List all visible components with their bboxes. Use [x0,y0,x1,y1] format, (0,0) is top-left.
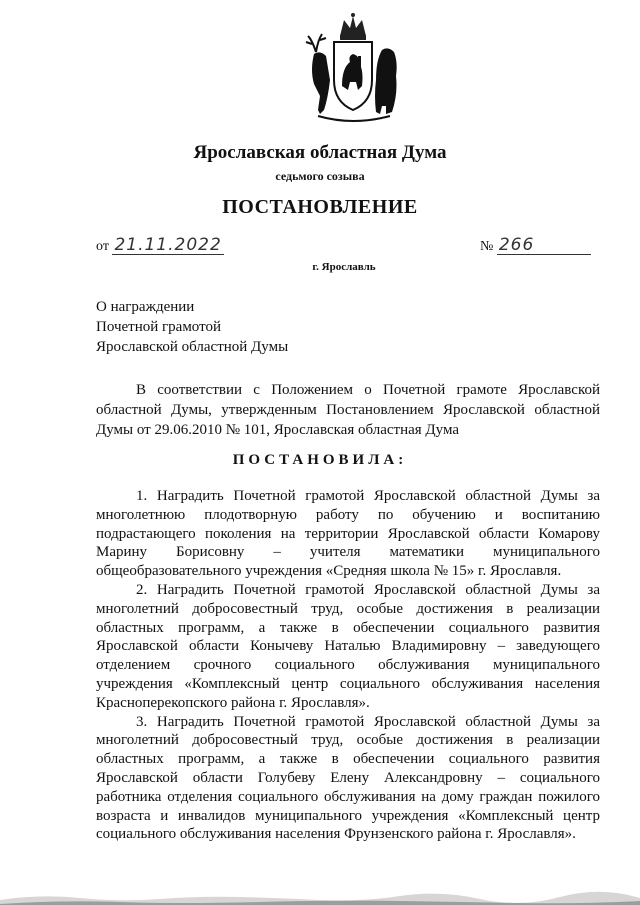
convocation-subtitle: седьмого созыва [275,169,365,183]
city-name: г. Ярославль [312,261,376,273]
scan-edge-noise [0,880,640,905]
preamble-paragraph: В соответствии с Положением о Почетной грамоте Ярославской областной Думы, утвержденным Постановлением Ярославской областной Думы от 29.06.2010 № 101, Ярославская областная Дума [96,382,600,438]
document-type-title: ПОСТАНОВЛЕНИЕ [222,196,418,218]
number-value: 266 [497,236,591,255]
date-field [96,236,224,255]
subject-line: О награждении [96,299,195,315]
decree-item-3: 3. Наградить Почетной грамотой Ярославской областной Думы за многолетний добросовестный труд, особые достижения в реализации областных программ, а также в обеспечении социального развития Ярославской области Голубеву Елену Александровну – социального работника отделения социального обслуживания на дому граждан пожилого возраста и инвалидов муниципального учреждения «Комплексный центр социального обслуживания населения Фрунзенского района г. Ярославля». [96,713,600,843]
subject-line: Ярославской областной Думы [96,339,289,355]
decree-item-2: 2. Наградить Почетной грамотой Ярославской областной Думы за многолетний добросовестный труд, особые достижения в реализации областных программ, а также в обеспечении социального развития Ярославской области Конычеву Наталью Владимировну – заведующего отделением срочного социального обслуживания муниципального учреждения «Комплексный центр социального обслуживания населения Красноперекопского района г. Ярославля». [96,581,600,711]
decree-item-1: 1. Наградить Почетной грамотой Ярославской областной Думы за многолетнюю плодотворную работу по обучению и воспитанию подрастающего поколения на территории Ярославской области Комарову Марину Борисовну – учителя математики муниципального общеобразовательного учреждения «Средняя школа № 15» г. Ярославля. [96,488,600,580]
coat-of-arms-icon [298,10,408,128]
subject-block [96,297,288,357]
number-prefix: № [480,239,494,254]
city-line [0,261,640,273]
subject-line: Почетной грамотой [96,319,221,335]
decree-heading: ПОСТАНОВИЛА: [232,452,408,468]
date-value: 21.11.2022 [114,235,222,255]
organization-title: Ярославская областная Дума [193,142,447,163]
decree-items [96,487,600,844]
number-field [480,236,591,255]
date-prefix: от [96,239,109,254]
